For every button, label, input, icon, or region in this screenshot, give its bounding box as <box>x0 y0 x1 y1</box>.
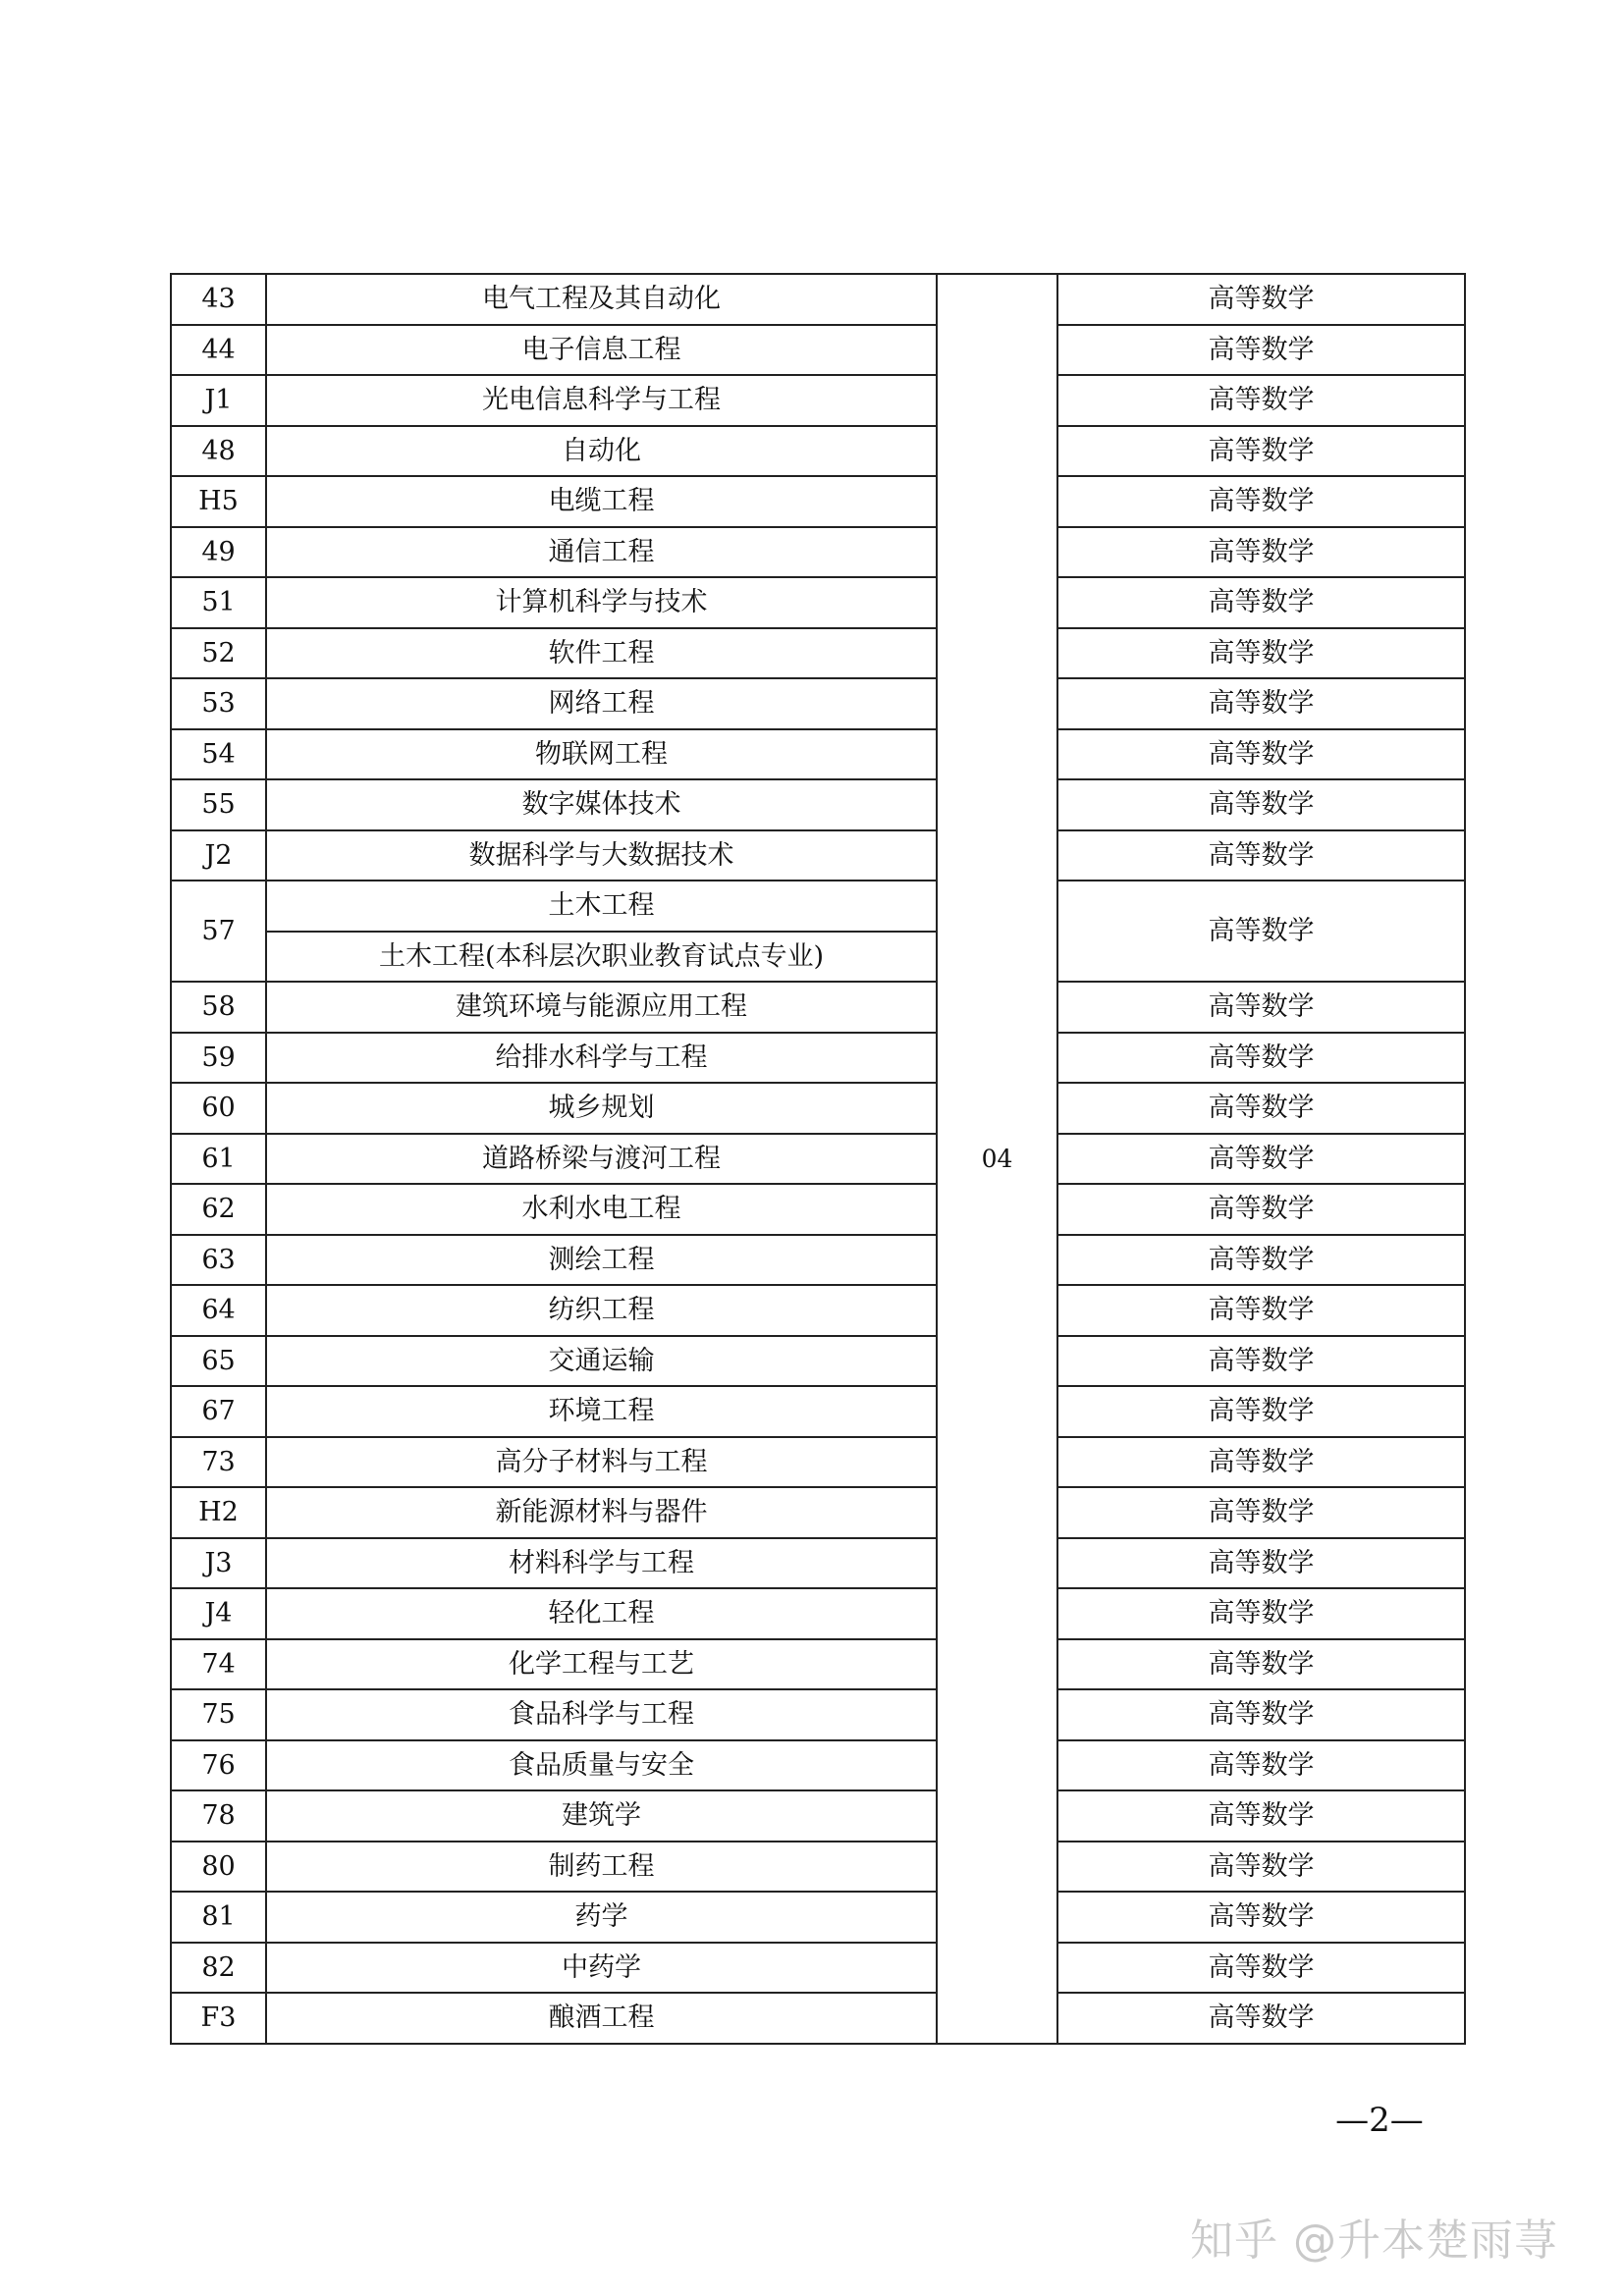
major-code-cell: 80 <box>171 1842 266 1893</box>
major-code-cell: 78 <box>171 1790 266 1842</box>
major-code-cell: 43 <box>171 274 266 325</box>
major-name-cell: 城乡规划 <box>266 1083 937 1134</box>
table-row <box>171 830 1465 881</box>
exam-subject-cell: 高等数学 <box>1057 1943 1465 1994</box>
major-name-cell: 交通运输 <box>266 1336 937 1387</box>
majors-table-body <box>171 274 1465 2044</box>
exam-subject-cell: 高等数学 <box>1057 830 1465 881</box>
exam-subject-cell: 高等数学 <box>1057 1790 1465 1842</box>
major-code-cell: 67 <box>171 1386 266 1437</box>
major-code-cell: 61 <box>171 1134 266 1185</box>
major-code-cell: 52 <box>171 628 266 679</box>
major-code-cell: J2 <box>171 830 266 881</box>
major-name-cell: 数据科学与大数据技术 <box>266 830 937 881</box>
table-row <box>171 1386 1465 1437</box>
exam-subject-cell: 高等数学 <box>1057 1892 1465 1943</box>
table-row <box>171 779 1465 830</box>
major-name-cell: 食品科学与工程 <box>266 1689 937 1740</box>
exam-subject-cell: 高等数学 <box>1057 1386 1465 1437</box>
group-code-cell: 04 <box>937 274 1057 2044</box>
table-row <box>171 426 1465 477</box>
zhihu-watermark: 知乎 @升本楚雨荨 <box>1190 2216 1558 2266</box>
exam-subject-cell: 高等数学 <box>1057 1689 1465 1740</box>
exam-subject-cell: 高等数学 <box>1057 1588 1465 1639</box>
major-code-cell: 82 <box>171 1943 266 1994</box>
major-code-cell: F3 <box>171 1993 266 2044</box>
exam-subject-cell: 高等数学 <box>1057 577 1465 628</box>
table-row <box>171 1437 1465 1488</box>
major-name-cell: 土木工程 <box>266 881 937 932</box>
table-row <box>171 881 1465 932</box>
major-name-cell: 纺织工程 <box>266 1285 937 1336</box>
exam-subject-cell: 高等数学 <box>1057 1993 1465 2044</box>
table-row <box>171 476 1465 527</box>
exam-subject-cell: 高等数学 <box>1057 476 1465 527</box>
major-name-cell: 电气工程及其自动化 <box>266 274 937 325</box>
major-code-cell: 54 <box>171 729 266 780</box>
exam-subject-cell: 高等数学 <box>1057 1437 1465 1488</box>
table-row <box>171 1235 1465 1286</box>
exam-subject-cell: 高等数学 <box>1057 1740 1465 1791</box>
major-name-cell: 自动化 <box>266 426 937 477</box>
major-name-cell: 中药学 <box>266 1943 937 1994</box>
major-code-cell: 53 <box>171 678 266 729</box>
major-name-cell: 轻化工程 <box>266 1588 937 1639</box>
exam-subject-cell: 高等数学 <box>1057 1033 1465 1084</box>
exam-subject-cell: 高等数学 <box>1057 1639 1465 1690</box>
major-code-cell: 75 <box>171 1689 266 1740</box>
major-code-cell: 44 <box>171 325 266 376</box>
major-name-cell: 新能源材料与器件 <box>266 1487 937 1538</box>
exam-subject-cell: 高等数学 <box>1057 325 1465 376</box>
table-row <box>171 375 1465 426</box>
major-name-cell: 电子信息工程 <box>266 325 937 376</box>
exam-subject-cell: 高等数学 <box>1057 527 1465 578</box>
table-row <box>171 527 1465 578</box>
major-name-cell: 网络工程 <box>266 678 937 729</box>
major-name-cell: 药学 <box>266 1892 937 1943</box>
table-row <box>171 1033 1465 1084</box>
major-name-cell: 数字媒体技术 <box>266 779 937 830</box>
table-row <box>171 1184 1465 1235</box>
major-code-cell: 81 <box>171 1892 266 1943</box>
major-name-cell: 计算机科学与技术 <box>266 577 937 628</box>
major-code-cell: 62 <box>171 1184 266 1235</box>
major-name-cell: 软件工程 <box>266 628 937 679</box>
table-row <box>171 729 1465 780</box>
exam-subject-cell: 高等数学 <box>1057 1538 1465 1589</box>
table-row <box>171 1790 1465 1842</box>
table-row <box>171 1892 1465 1943</box>
major-name-cell: 建筑环境与能源应用工程 <box>266 982 937 1033</box>
major-name-cell: 建筑学 <box>266 1790 937 1842</box>
major-code-cell: 49 <box>171 527 266 578</box>
major-code-cell: J3 <box>171 1538 266 1589</box>
table-row <box>171 1943 1465 1994</box>
table-row <box>171 628 1465 679</box>
major-code-cell: 63 <box>171 1235 266 1286</box>
majors-table <box>170 273 1466 2045</box>
table-row <box>171 1083 1465 1134</box>
major-code-cell: 65 <box>171 1336 266 1387</box>
exam-subject-cell: 高等数学 <box>1057 1235 1465 1286</box>
table-row <box>171 1689 1465 1740</box>
table-row <box>171 1639 1465 1690</box>
major-code-cell: 59 <box>171 1033 266 1084</box>
table-row <box>171 678 1465 729</box>
major-name-cell: 道路桥梁与渡河工程 <box>266 1134 937 1185</box>
exam-subject-cell: 高等数学 <box>1057 1487 1465 1538</box>
major-name-cell: 测绘工程 <box>266 1235 937 1286</box>
exam-subject-cell: 高等数学 <box>1057 1842 1465 1893</box>
major-code-cell: 48 <box>171 426 266 477</box>
major-name-cell: 材料科学与工程 <box>266 1538 937 1589</box>
table-row <box>171 1336 1465 1387</box>
exam-subject-cell: 高等数学 <box>1057 881 1465 982</box>
major-code-cell: 55 <box>171 779 266 830</box>
major-name-cell: 土木工程(本科层次职业教育试点专业) <box>266 932 937 983</box>
major-code-cell: 60 <box>171 1083 266 1134</box>
table-row <box>171 1588 1465 1639</box>
exam-subject-cell: 高等数学 <box>1057 426 1465 477</box>
table-row <box>171 1993 1465 2044</box>
page-number: —2— <box>1335 2101 1424 2140</box>
major-name-cell: 光电信息科学与工程 <box>266 375 937 426</box>
major-code-cell: 76 <box>171 1740 266 1791</box>
major-code-cell: J1 <box>171 375 266 426</box>
exam-subject-cell: 高等数学 <box>1057 982 1465 1033</box>
table-row <box>171 1134 1465 1185</box>
exam-subject-cell: 高等数学 <box>1057 1134 1465 1185</box>
major-name-cell: 化学工程与工艺 <box>266 1639 937 1690</box>
exam-subject-cell: 高等数学 <box>1057 1285 1465 1336</box>
major-name-cell: 环境工程 <box>266 1386 937 1437</box>
table-row <box>171 1538 1465 1589</box>
exam-subject-cell: 高等数学 <box>1057 628 1465 679</box>
exam-subject-cell: 高等数学 <box>1057 779 1465 830</box>
table-row <box>171 1285 1465 1336</box>
major-code-cell: H5 <box>171 476 266 527</box>
major-code-cell: H2 <box>171 1487 266 1538</box>
major-name-cell: 制药工程 <box>266 1842 937 1893</box>
major-code-cell: 64 <box>171 1285 266 1336</box>
table-row <box>171 1740 1465 1791</box>
table-row <box>171 274 1465 325</box>
major-name-cell: 酿酒工程 <box>266 1993 937 2044</box>
major-name-cell: 食品质量与安全 <box>266 1740 937 1791</box>
table-row <box>171 1842 1465 1893</box>
table-row <box>171 325 1465 376</box>
table-row <box>171 1487 1465 1538</box>
exam-subject-cell: 高等数学 <box>1057 729 1465 780</box>
major-name-cell: 物联网工程 <box>266 729 937 780</box>
exam-subject-cell: 高等数学 <box>1057 274 1465 325</box>
exam-subject-cell: 高等数学 <box>1057 375 1465 426</box>
major-code-cell: J4 <box>171 1588 266 1639</box>
major-name-cell: 给排水科学与工程 <box>266 1033 937 1084</box>
major-code-cell: 74 <box>171 1639 266 1690</box>
major-code-cell: 57 <box>171 881 266 982</box>
exam-subject-cell: 高等数学 <box>1057 678 1465 729</box>
exam-subject-cell: 高等数学 <box>1057 1083 1465 1134</box>
major-name-cell: 水利水电工程 <box>266 1184 937 1235</box>
exam-subject-cell: 高等数学 <box>1057 1184 1465 1235</box>
exam-subject-cell: 高等数学 <box>1057 1336 1465 1387</box>
major-code-cell: 73 <box>171 1437 266 1488</box>
table-row <box>171 577 1465 628</box>
major-name-cell: 通信工程 <box>266 527 937 578</box>
major-code-cell: 58 <box>171 982 266 1033</box>
table-row <box>171 982 1465 1033</box>
major-name-cell: 高分子材料与工程 <box>266 1437 937 1488</box>
major-code-cell: 51 <box>171 577 266 628</box>
major-name-cell: 电缆工程 <box>266 476 937 527</box>
